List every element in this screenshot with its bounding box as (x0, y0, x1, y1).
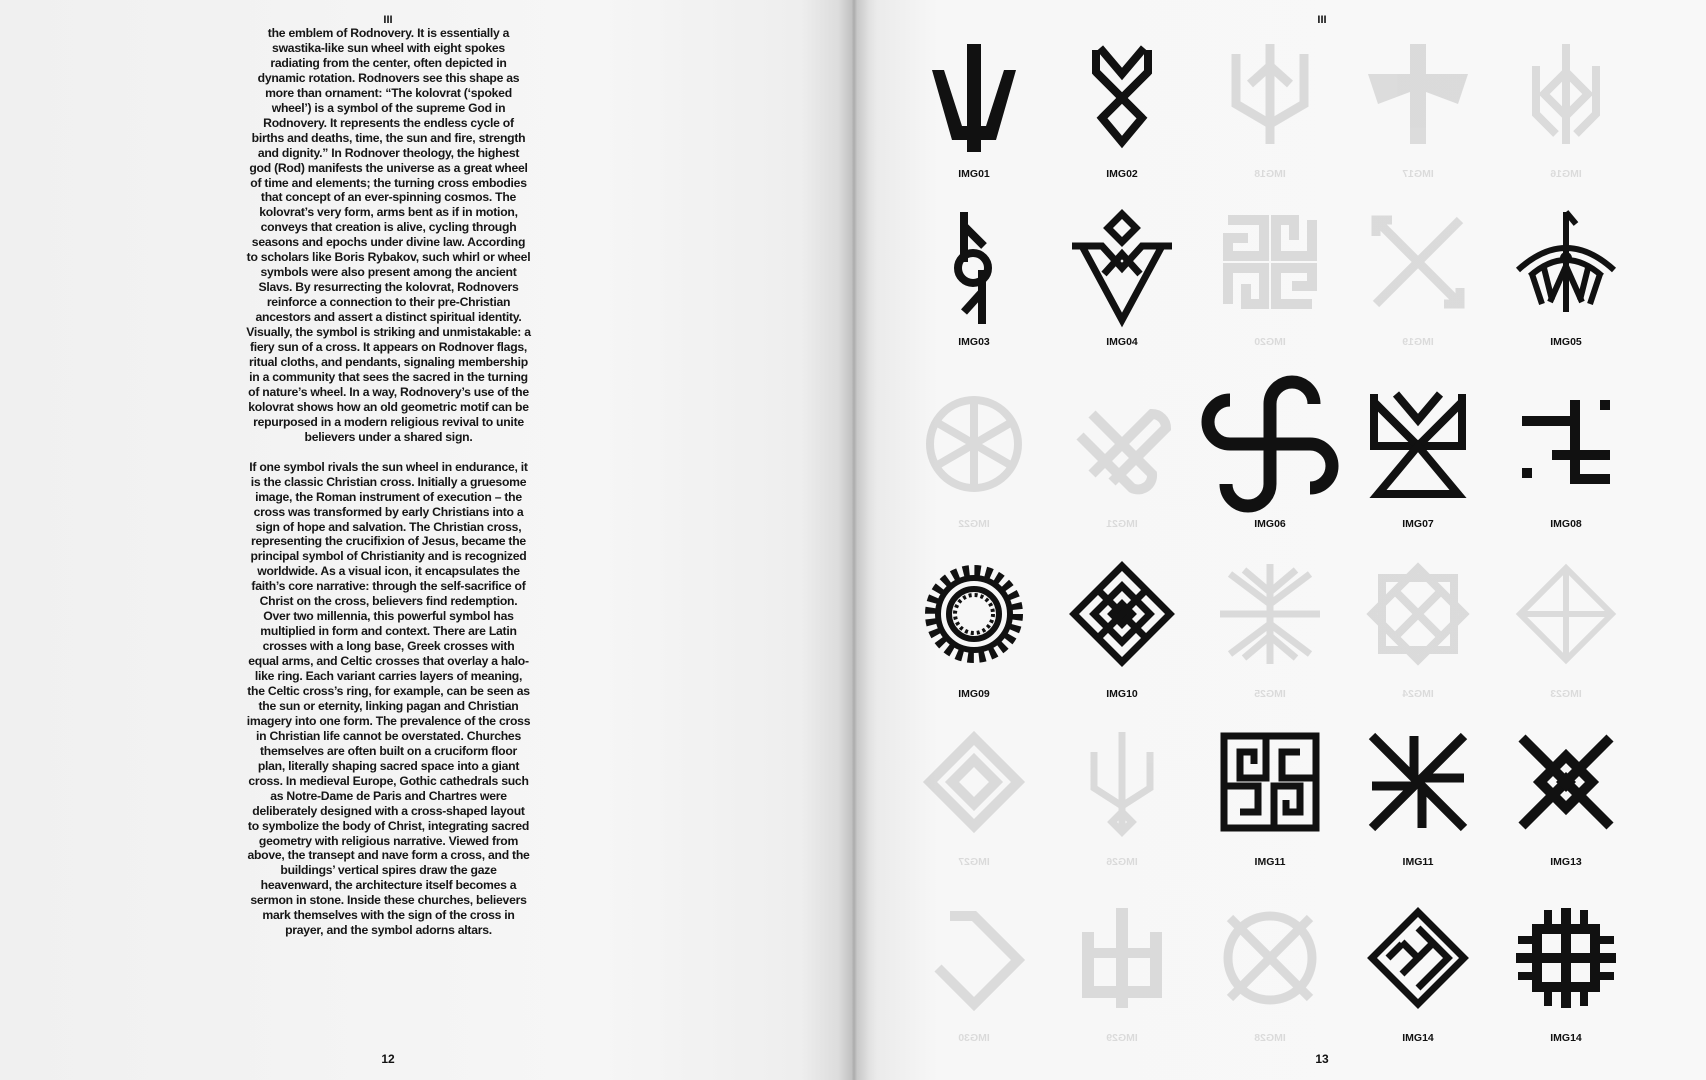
symbol-cell (1344, 212, 1492, 372)
woven-diamond-icon (1072, 564, 1172, 664)
symbol-label: IMG10 (1106, 688, 1138, 700)
winged-cross-icon (1368, 44, 1468, 144)
symbol-label: IMG21 (1106, 518, 1138, 530)
right-running-head: III (1317, 14, 1327, 26)
symbol-label: IMG28 (1254, 1032, 1286, 1044)
symbol-label: IMG26 (1106, 856, 1138, 868)
symbol-label: IMG25 (1254, 688, 1286, 700)
left-running-head: III (383, 14, 393, 26)
symbol-cell (900, 212, 1048, 372)
symbol-cell (1048, 908, 1196, 1068)
trident-icon (924, 44, 1024, 144)
open-diamond-icon (924, 908, 1024, 1008)
step-diamond-icon (924, 732, 1024, 832)
symbol-label: IMG23 (1550, 688, 1582, 700)
symbol-label: IMG18 (1254, 168, 1286, 180)
trident-diamond-icon (1072, 732, 1172, 832)
symbol-label: IMG03 (958, 336, 990, 348)
symbol-cell (1492, 732, 1640, 892)
symbol-grid (852, 0, 1706, 1080)
circle-x-icon (1220, 908, 1320, 1008)
symbol-cell (1344, 394, 1492, 554)
symbol-cell (900, 732, 1048, 892)
hooked-cross-icon (1516, 394, 1616, 494)
serpent-rune-icon (924, 212, 1024, 312)
comb-cross-icon (1516, 908, 1616, 1008)
meander-swastika-icon (1220, 212, 1320, 312)
symbol-label: IMG13 (1550, 856, 1582, 868)
trident-tower-icon (1220, 44, 1320, 144)
symbol-cell (1048, 394, 1196, 554)
symbol-cell (1492, 564, 1640, 724)
symbol-cell (1048, 44, 1196, 204)
symbol-cell (1196, 908, 1344, 1068)
hourglass-diamond-icon (1516, 732, 1616, 832)
symbol-cell (1492, 908, 1640, 1068)
symbol-label: IMG06 (1254, 518, 1286, 530)
knot-loop-icon (1072, 394, 1172, 494)
diamond-cross-icon (1516, 564, 1616, 664)
symbol-label: IMG08 (1550, 518, 1582, 530)
fox-knot-icon (1072, 44, 1172, 144)
symbol-label: IMG09 (958, 688, 990, 700)
symbol-label: IMG11 (1254, 856, 1286, 868)
symbol-cell (1344, 908, 1492, 1068)
symbol-cell (1344, 44, 1492, 204)
symbol-cell (1196, 732, 1344, 892)
inverted-triangle-diamond-icon (1072, 212, 1172, 312)
symbol-cell (1196, 212, 1344, 372)
symbol-cell (1048, 212, 1196, 372)
symbol-cell (900, 394, 1048, 554)
symbol-label: IMG16 (1550, 168, 1582, 180)
paragraph-2: If one symbol rivals the sun wheel in endurance, it is the classic Christian cross. Initially a gruesome image, the Roman instrument of execution – the cross was transformed by early Christians into a sign of hope and salvation. The Christian cross, representing the crucifixion of Jesus, became the principal symbol of Christianity and is recognized worldwide. As a visual icon, it encapsulates the faith’s core narrative: through the self-sacrifice of Christ on the cross, believers find redemption. Over two millennia, this powerful symbol has multiplied in form and context. There are Latin crosses with a long base, Greek crosses with equal arms, and Celtic crosses that overlay a halo-like ring. Each variant carries layers of meaning, the Celtic cross’s ring, for example, can be seen as the sun or eternity, linking pagan and Christian imagery into one form. The prevalence of the cross in Christian life cannot be overstated. Churches themselves are often built on a cruciform floor plan, literally shaping sacred space into a giant cross. In medieval Europe, Gothic cathedrals such as Notre-Dame de Paris and Chartres were deliberately designed with a cross-shaped layout to symbolize the body of Christ, integrating sacred geometry with religious narrative. Viewed from above, the transept and nave form a cross, and the buildings’ vertical spires draw the gaze heavenward, the architecture itself becomes a sermon in stone. Inside these churches, believers mark themselves with the sign of the cross in prayer, and the symbol adorns altars. (246, 459, 531, 938)
symbol-label: IMG20 (1254, 336, 1286, 348)
symbol-cell (1492, 394, 1640, 554)
symbol-label: IMG29 (1106, 1032, 1138, 1044)
crown-triangle-icon (1368, 394, 1468, 494)
gear-ring-icon (924, 564, 1024, 664)
block-rune-icon (1072, 908, 1172, 1008)
symbol-label: IMG14 (1550, 1032, 1582, 1044)
symbol-label: IMG02 (1106, 168, 1138, 180)
symbol-cell (1196, 564, 1344, 724)
symbol-cell (900, 44, 1048, 204)
symbol-label: IMG01 (958, 168, 990, 180)
x-cross-icon (1368, 212, 1468, 312)
spoked-wheel-icon (924, 394, 1024, 494)
meander-square-icon (1220, 732, 1320, 832)
right-page-number: 13 (1315, 1052, 1329, 1066)
diamond-totem-icon (1516, 44, 1616, 144)
symbol-label: IMG11 (1402, 856, 1434, 868)
symbol-cell (1492, 44, 1640, 204)
body-text (246, 26, 531, 938)
chevron-burst-icon (1220, 564, 1320, 664)
interlace-diamond-icon (1368, 564, 1468, 664)
right-page (852, 0, 1706, 1080)
symbol-cell (1196, 44, 1344, 204)
symbol-cell (1048, 564, 1196, 724)
symbol-label: IMG14 (1402, 1032, 1434, 1044)
symbol-cell (1344, 564, 1492, 724)
left-page-number: 12 (381, 1052, 395, 1066)
symbol-cell (1344, 732, 1492, 892)
angular-swastika-icon (1368, 732, 1468, 832)
symbol-cell (1048, 732, 1196, 892)
symbol-cell (1492, 212, 1640, 372)
symbol-label: IMG05 (1550, 336, 1582, 348)
left-page (0, 0, 852, 1080)
symbol-label: IMG30 (958, 1032, 990, 1044)
labyrinth-diamond-icon (1368, 908, 1468, 1008)
symbol-cell (1196, 394, 1344, 554)
paragraph-1: the emblem of Rodnovery. It is essentially a swastika-like sun wheel with eight spokes radiating from the center, often depicted in dynamic rotation. Rodnovers see this shape as more than ornament: “The kolovrat (‘spoked wheel’) is a symbol of the supreme God in Rodnovery. It represents the endless cycle of births and deaths, time, the sun and fire, strength and dignity.” In Rodnover theology, the highest god (Rod) manifests the universe as a great wheel of time and elements; the turning cross embodies that concept of an ever-spinning cosmos. The kolovrat’s very form, arms bent as if in motion, conveys that creation is alive, cycling through seasons and epochs under divine law. According to scholars like Boris Rybakov, such whirl or wheel symbols were also present among the ancient Slavs. By resurrecting the kolovrat, Rodnovers reinforce a connection to their pre-Christian ancestors and assert a distinct spiritual identity. Visually, the symbol is striking and unmistakable: a fiery sun of a cross. It appears on Rodnover flags, ritual cloths, and pendants, signaling membership in a community that sees the sacred in the turning of nature’s wheel. In a way, Rodnovery’s use of the kolovrat shows how an old geometric motif can be repurposed in a modern religious revival to unite believers under a shared sign. (246, 26, 531, 444)
symbol-label: IMG27 (958, 856, 990, 868)
rounded-swastika-icon (1220, 394, 1320, 494)
symbol-label: IMG24 (1402, 688, 1434, 700)
symbol-label: IMG22 (958, 518, 990, 530)
symbol-label: IMG19 (1402, 336, 1434, 348)
symbol-label: IMG07 (1402, 518, 1434, 530)
symbol-cell (900, 908, 1048, 1068)
symbol-cell (900, 564, 1048, 724)
winged-bird-rune-icon (1516, 212, 1616, 312)
symbol-label: IMG04 (1106, 336, 1138, 348)
symbol-label: IMG17 (1402, 168, 1434, 180)
